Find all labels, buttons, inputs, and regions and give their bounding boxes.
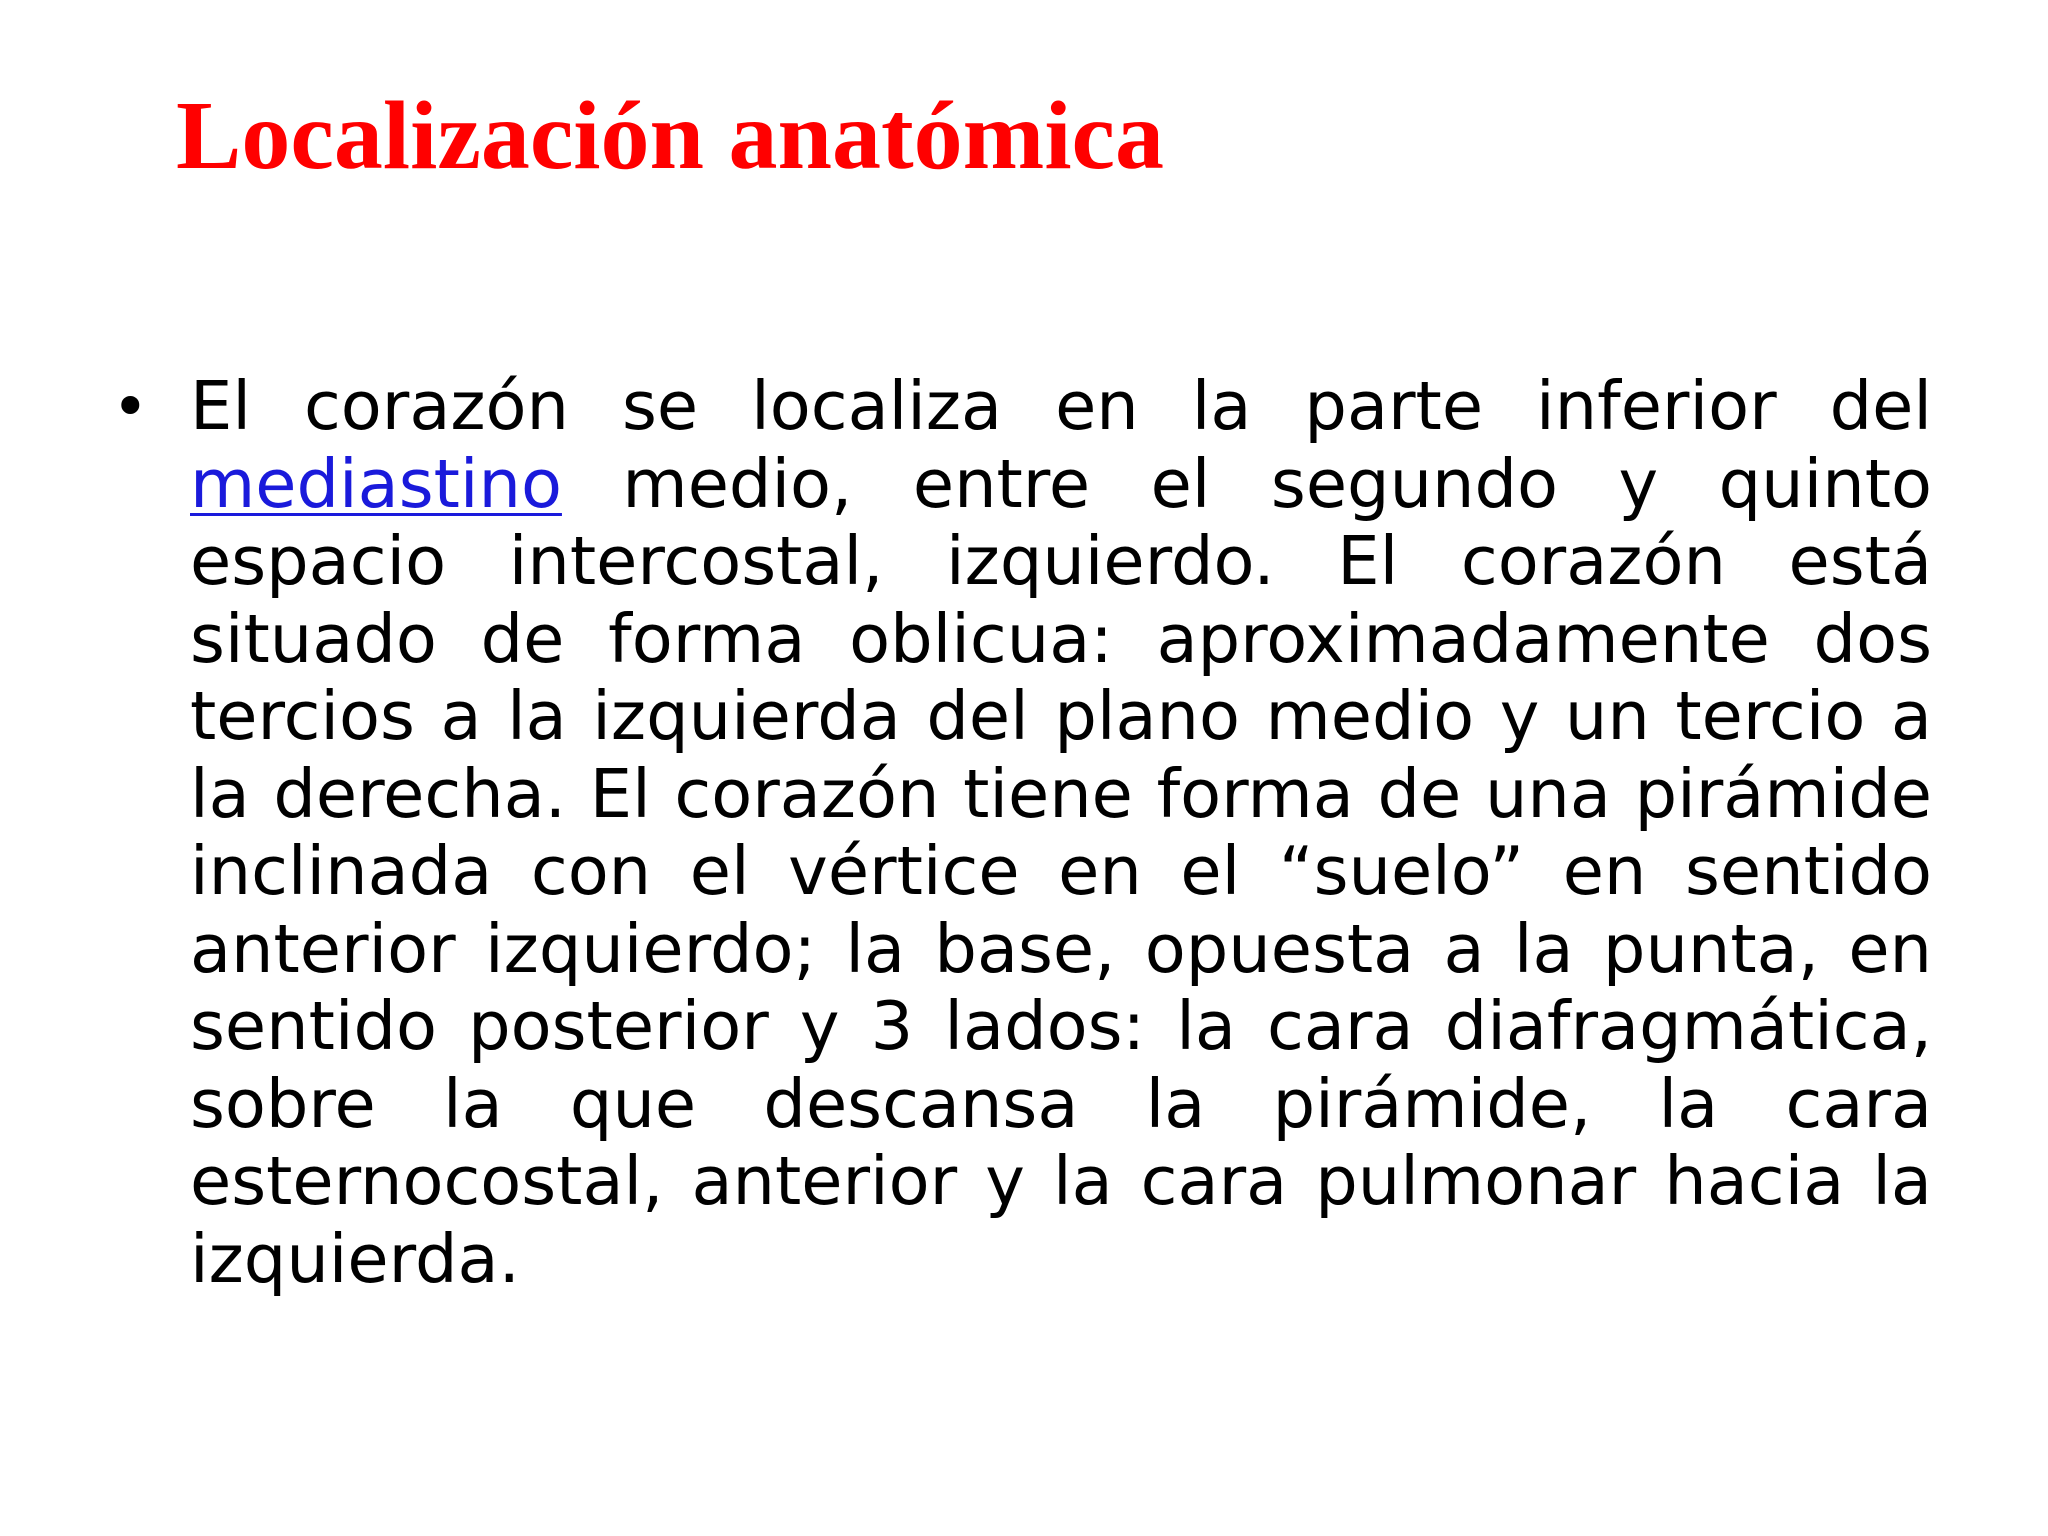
paragraph-text-rest: medio, entre el segundo y quinto espacio intercostal, izquierdo. El corazón está situado de forma oblicua: aproximadamente dos tercios a la izquierda del plano medio y un tercio a la derecha. El corazón tiene forma de una pirámide inclinada con el vértice en el “suelo” en sentido anterior izquierdo; la base, opuesta a la punta, en sentido posterior y 3 lados: la cara diafragmática, sobre la que descansa la pirámide, la cara esternocostal, anterior y la cara pulmonar hacia la izquierda. <box>190 444 1932 1298</box>
bullet-icon: • <box>112 370 149 443</box>
slide-body <box>106 368 1932 1298</box>
mediastino-link[interactable]: mediastino <box>190 444 562 523</box>
bullet-item <box>106 368 1932 1298</box>
paragraph-text-start: El corazón se localiza en la parte inferior del <box>190 367 1932 445</box>
bullet-paragraph <box>190 368 1932 1298</box>
slide-title: Localización anatómica <box>176 82 1165 190</box>
